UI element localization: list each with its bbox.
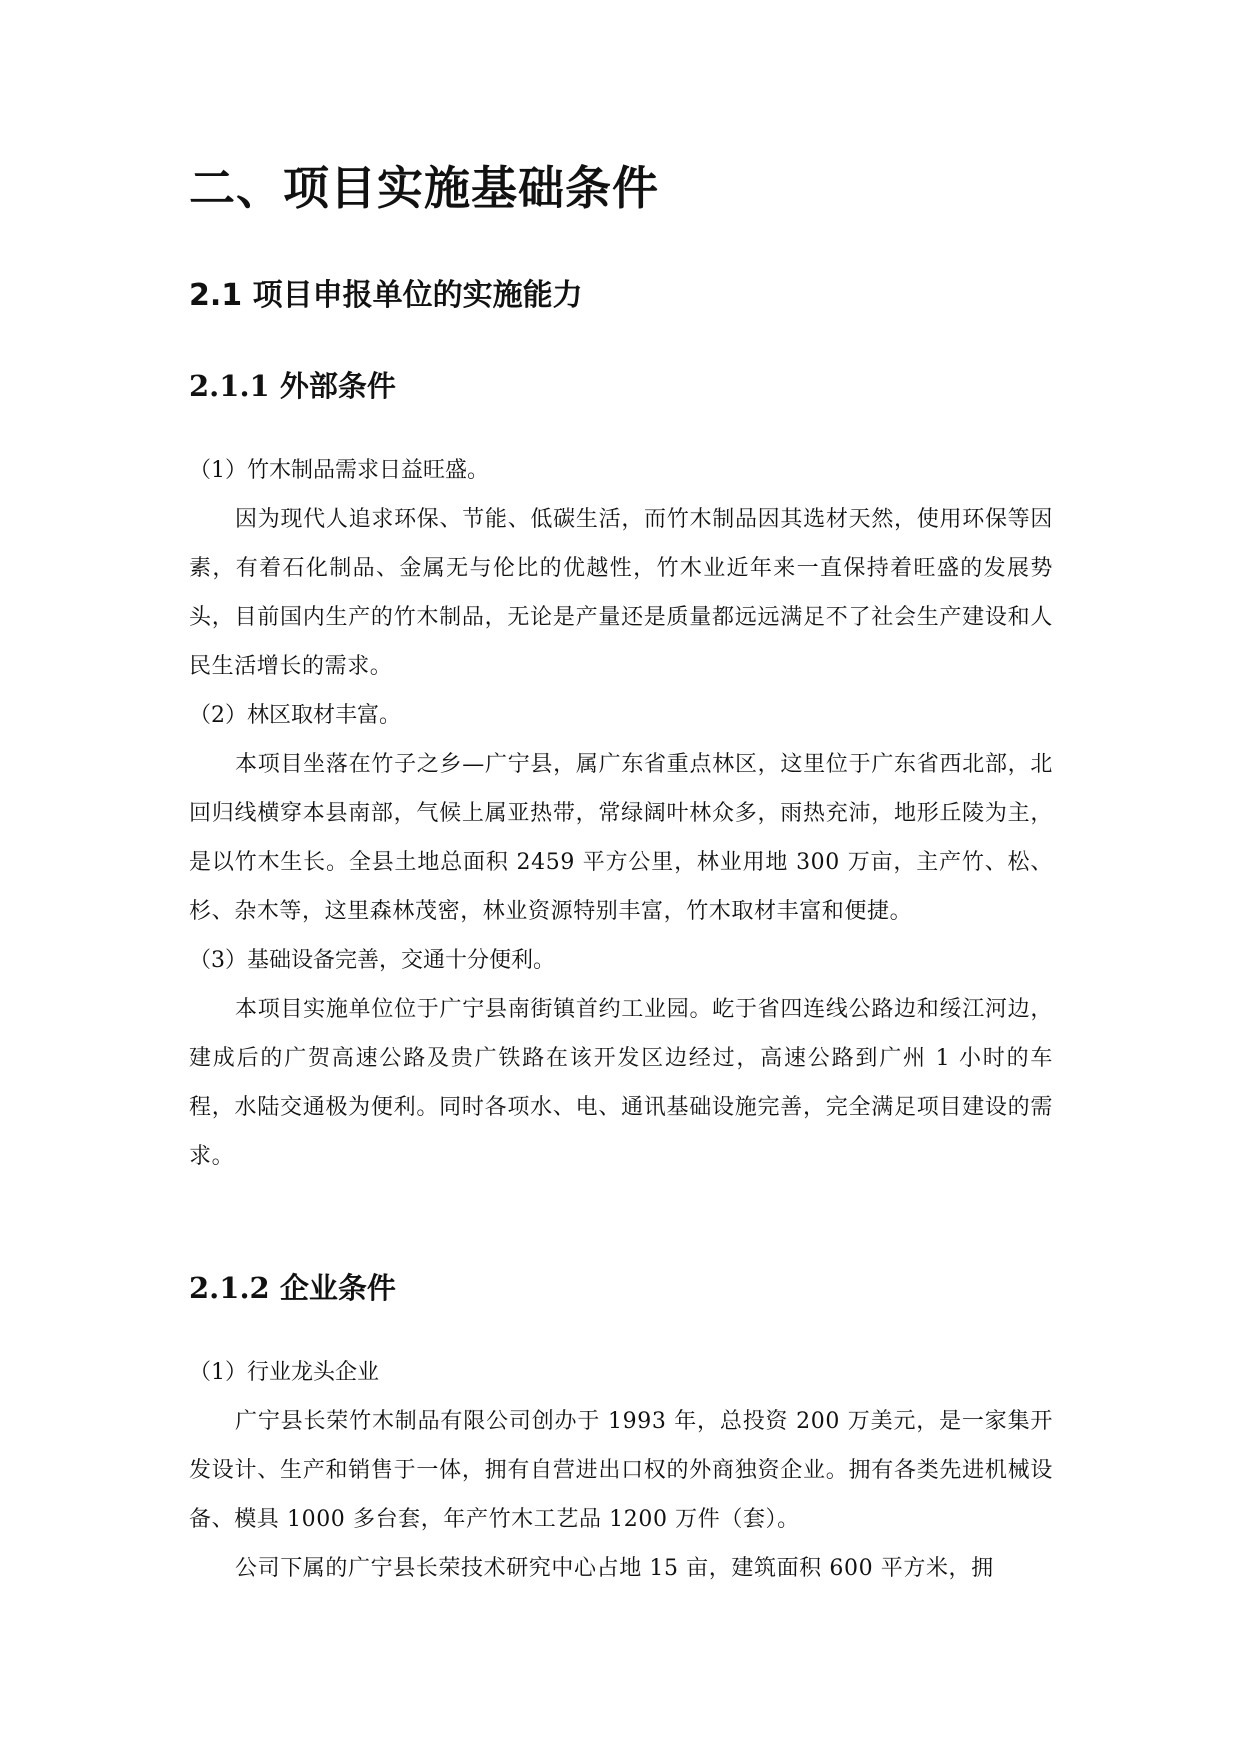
list-item-heading: （2）林区取材丰富。 (189, 703, 401, 728)
subsection-body-external-conditions (189, 446, 1053, 1181)
body-paragraph: 因为现代人追求环保、节能、低碳生活，而竹木制品因其选材天然，使用环保等因素，有着石化制品、金属无与伦比的优越性，竹木业近年来一直保持着旺盛的发展势头，目前国内生产的竹木制品，无论是产量还是质量都远远满足不了社会生产建设和人民生活增长的需求。 (189, 507, 1053, 679)
chapter-title: 二、项目实施基础条件 (189, 161, 659, 215)
list-item-heading: （3）基础设备完善，交通十分便利。 (189, 948, 555, 973)
body-paragraph: 公司下属的广宁县长荣技术研究中心占地 15 亩，建筑面积 600 平方米，拥 (235, 1556, 994, 1581)
body-paragraph: 广宁县长荣竹木制品有限公司创办于 1993 年，总投资 200 万美元，是一家集开发设计、生产和销售于一体，拥有自营进出口权的外商独资企业。拥有各类先进机械设备、模具 1000 多台套，年产竹木工艺品 1200 万件（套）。 (189, 1409, 1053, 1532)
list-item-heading: （1）行业龙头企业 (189, 1360, 379, 1385)
subsection-body-enterprise-conditions (189, 1348, 1053, 1593)
section-title: 2.1 项目申报单位的实施能力 (189, 278, 583, 313)
subsection-title-external-conditions: 2.1.1 外部条件 (189, 369, 396, 403)
list-item-heading: （1）竹木制品需求日益旺盛。 (189, 458, 489, 483)
body-paragraph: 本项目实施单位位于广宁县南街镇首约工业园。屹于省四连线公路边和绥江河边，建成后的广贺高速公路及贵广铁路在该开发区边经过，高速公路到广州 1 小时的车程，水陆交通极为便利。同时各项水、电、通讯基础设施完善，完全满足项目建设的需求。 (189, 997, 1053, 1169)
subsection-title-enterprise-conditions: 2.1.2 企业条件 (189, 1271, 396, 1305)
body-paragraph: 本项目坐落在竹子之乡—广宁县，属广东省重点林区，这里位于广东省西北部，北回归线横穿本县南部，气候上属亚热带，常绿阔叶林众多，雨热充沛，地形丘陵为主，是以竹木生长。全县土地总面积 2459 平方公里，林业用地 300 万亩，主产竹、松、杉、杂木等，这里森林茂密，林业资源特别丰富，竹木取材丰富和便捷。 (189, 752, 1053, 924)
